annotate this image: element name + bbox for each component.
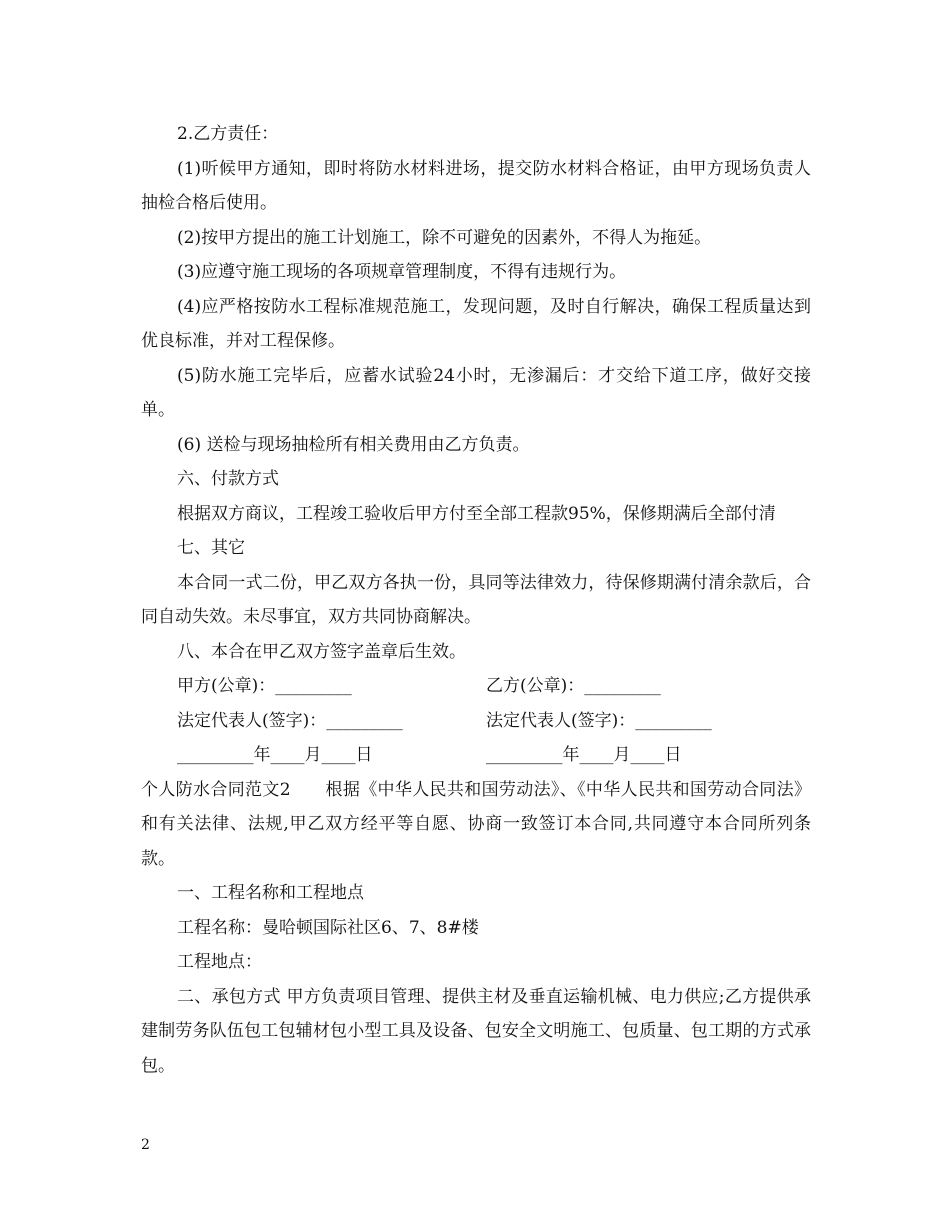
paragraph: (4)应严格按防水工程标准规范施工，发现问题，及时自行解决，确保工程质量达到优良标准，并对工程保修。 [141, 296, 811, 351]
paragraph: 一、工程名称和工程地点 [177, 883, 364, 903]
party-a-signature-field: 法定代表人(签字)：_________ [177, 710, 403, 731]
paragraph: 本合同一式二份，甲乙双方各执一份，具同等法律效力，待保修期满付清余款后，合同自动失效。未尽事宜，双方共同协商解决。 [141, 572, 811, 627]
paragraph: 根据双方商议，工程竣工验收后甲方付至全部工程款95%，保修期满后全部付清 [177, 503, 776, 524]
paragraph: 2.乙方责任： [177, 124, 279, 144]
paragraph: (2)按甲方提出的施工计划施工，除不可避免的因素外，不得人为拖延。 [177, 227, 712, 248]
paragraph: 六、付款方式 [177, 469, 279, 489]
signature-row [141, 669, 811, 704]
signature-row [141, 738, 811, 773]
paragraph: 工程地点： [177, 952, 262, 972]
paragraph: 七、其它 [177, 538, 245, 558]
party-b-signature-field: 乙方(公章)：_________ [486, 676, 661, 696]
party-a-signature-field: 甲方(公章)：_________ [177, 676, 352, 696]
contract-terms-section [141, 117, 811, 669]
second-contract-section [141, 773, 811, 1084]
document-body [141, 117, 811, 1083]
party-a-signature-field: _________年____月____日 [177, 745, 373, 765]
party-b-signature-field: _________年____月____日 [486, 745, 682, 765]
paragraph: 二、承包方式 甲方负责项目管理、提供主材及垂直运输机械、电力供应;乙方提供承建制劳务队伍包工包辅材包小型工具及设备、包安全文明施工、包质量、包工期的方式承包。 [141, 986, 811, 1076]
paragraph: (5)防水施工完毕后，应蓄水试验24小时，无渗漏后：才交给下道工序，做好交接单。 [141, 365, 811, 420]
paragraph: (6) 送检与现场抽检所有相关费用由乙方负责。 [177, 434, 530, 455]
paragraph: 个人防水合同范文2 根据《中华人民共和国劳动法》、《中华人民共和国劳动合同法》和有关法律、法规,甲乙双方经平等自愿、协商一致签订本合同,共同遵守本合同所列条款。 [141, 779, 811, 869]
party-b-signature-field: 法定代表人(签字)：_________ [486, 710, 712, 731]
signature-row [141, 704, 811, 739]
page-number: 2 [141, 1137, 150, 1153]
paragraph: 工程名称：曼哈顿国际社区6、7、8#楼 [177, 917, 479, 938]
signature-block [141, 669, 811, 773]
paragraph: (1)听候甲方通知，即时将防水材料进场，提交防水材料合格证，由甲方现场负责人抽检合格后使用。 [141, 158, 811, 213]
paragraph: (3)应遵守施工现场的各项规章管理制度，不得有违规行为。 [177, 262, 627, 282]
paragraph: 八、本合在甲乙双方签字盖章后生效。 [177, 641, 466, 662]
